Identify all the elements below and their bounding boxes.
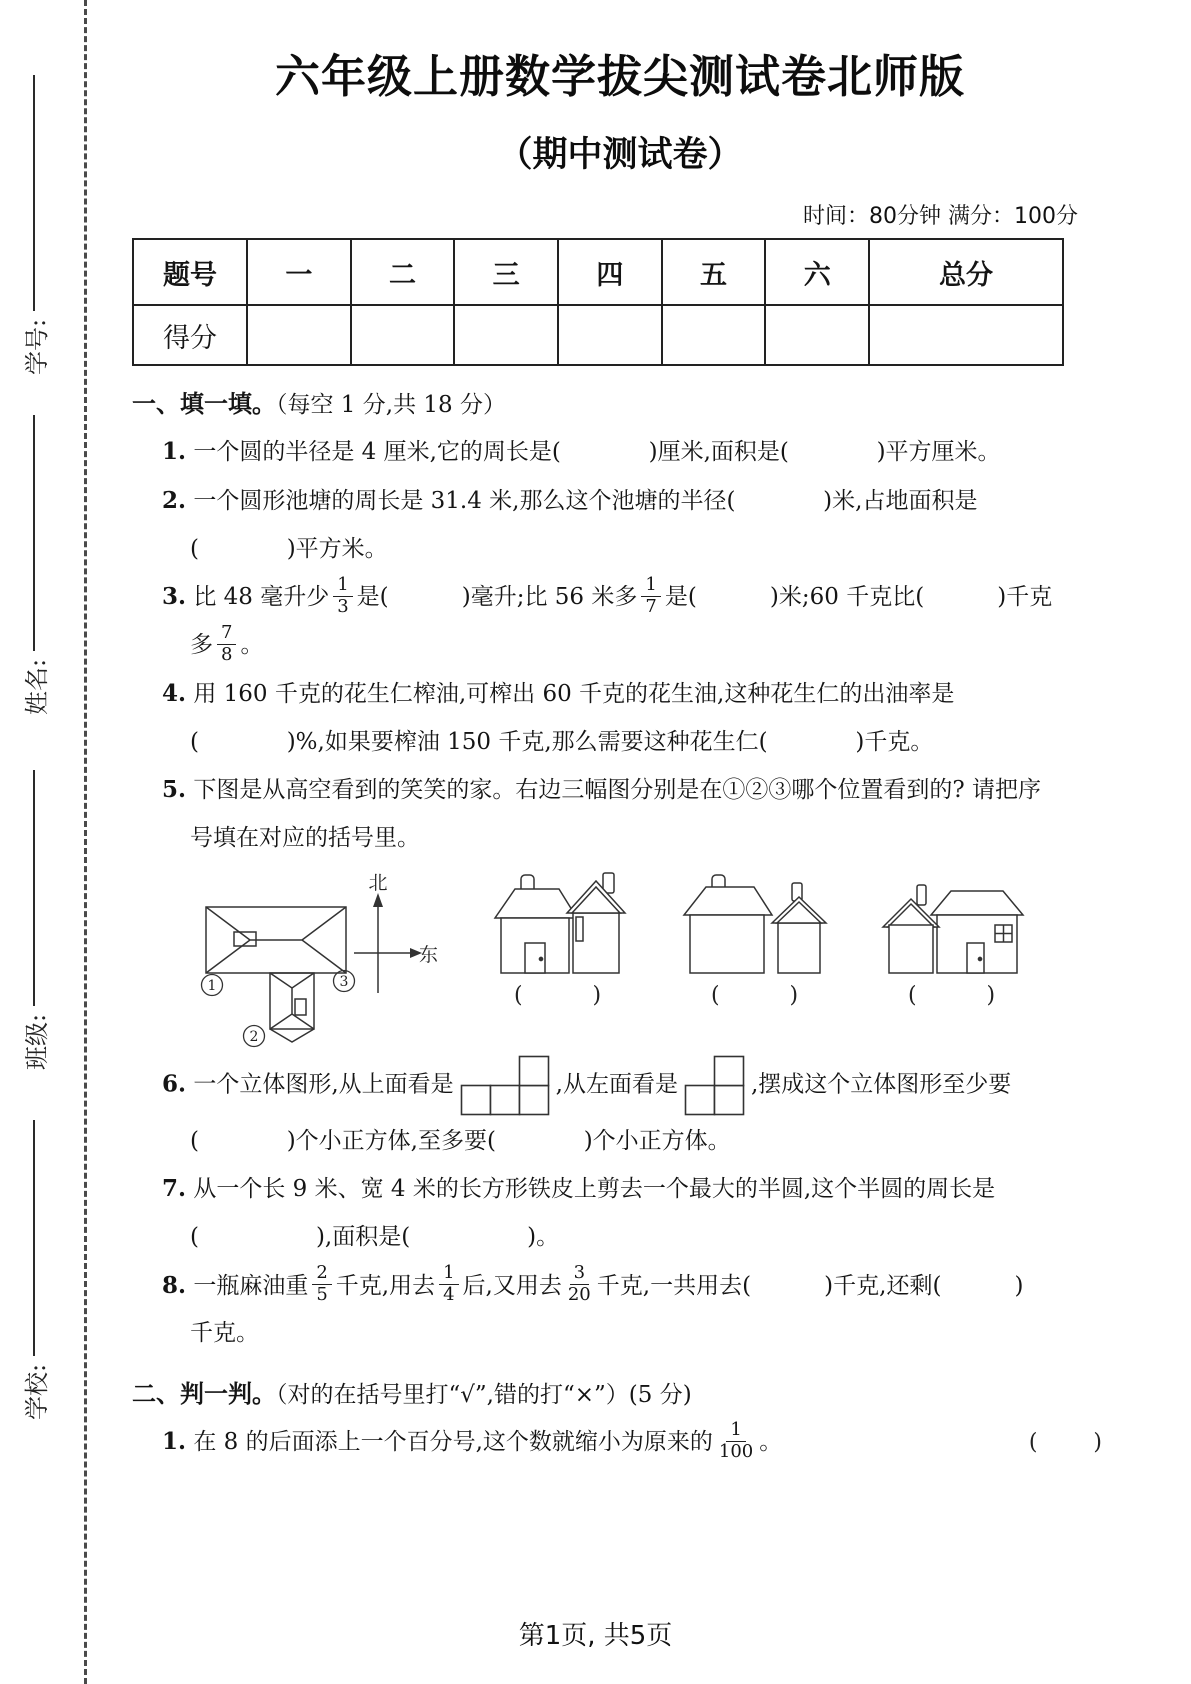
question-8-line-1: 8. 一瓶麻油重 $\frac{2}{5}$ 千克,用去 $\frac{1}{4}$ 后,又用去 $\frac{3}{20}$ 千克,一共用去( )千克,还剩( ) [162,1262,1024,1306]
student-id-label: 学号: [22,318,51,375]
score-cell [247,305,351,365]
score-cell [454,305,558,365]
score-table-header-cell: 题号 [133,239,247,305]
house-figure-2 [682,873,827,977]
fraction: $\frac{1}{4}$ [439,1263,458,1305]
section2-question-1-text: 1. 在 8 的后面添上一个百分号,这个数就缩小为原来的 $\frac{1}{100}$ 。 [162,1419,783,1462]
svg-text:1: 1 [207,977,217,994]
fraction: $\frac{3}{20}$ [567,1262,591,1306]
question-2-line-2: ( )平方米。 [190,535,388,562]
score-cell [351,305,455,365]
school-label: 学校: [22,1363,51,1420]
compass-north-label: 北 [368,871,388,894]
north-arrow-icon [373,893,383,907]
page-footer: 第1页, 共5页 [518,1621,673,1651]
svg-text:2: 2 [249,1028,259,1045]
compass-east-label: 东 [419,943,439,966]
score-cell [662,305,766,365]
answer-blank-3: ( ) [907,982,996,1008]
house-view-2 [682,873,827,1008]
question-7-line-1: 7. 从一个长 9 米、宽 4 米的长方形铁皮上剪去一个最大的半圆,这个半圆的周长是 [162,1175,996,1203]
fraction: $\frac{1}{3}$ [333,575,352,617]
score-table-header-cell: 五 [662,239,766,305]
score-table-header-row [133,239,1063,305]
question-8-line-2: 千克。 [190,1320,259,1347]
class-blank-line [33,770,35,1006]
score-table-header-cell: 三 [454,239,558,305]
position-marker-3 [334,970,355,991]
page-title: 六年级上册数学拔尖测试卷北师版 [274,50,965,103]
question-4-line-1: 4. 用 160 千克的花生仁榨油,可榨出 60 千克的花生油,这种花生仁的出油率是 [162,679,955,707]
question-5-line-1: 5. 下图是从高空看到的笑笑的家。右边三幅图分别是在①②③哪个位置看到的? 请把序 [162,776,1041,804]
question-3-line-2: 多 $\frac{7}{8}$ 。 [190,621,264,665]
position-marker-2 [244,1025,265,1046]
question-2-line-1: 2. 一个圆形池塘的周长是 31.4 米,那么这个池塘的半径( )米,占地面积是 [162,487,978,515]
student-id-field [14,75,54,375]
section2-question-1 [132,1420,1108,1465]
fraction: $\frac{1}{7}$ [641,575,660,617]
house-view-1 [485,873,630,1008]
score-table-header-cell: 一 [247,239,351,305]
class-label: 班级: [22,1013,51,1070]
section-2-heading [132,1372,1108,1416]
student-id-blank-line [33,75,35,311]
question-6-line-2: ( )个小正方体,至多要( )个小正方体。 [190,1127,731,1154]
question-4-line-2: ( )%,如果要榨油 150 千克,那么需要这种花生仁( )千克。 [190,728,934,755]
fraction: $\frac{1}{100}$ [718,1419,754,1462]
section-1-heading [132,382,1108,426]
compass-icon [354,872,438,993]
answer-blank-1: ( ) [513,982,602,1008]
aerial-view-figure [198,871,439,1051]
section-1-heading-note: （每空 1 分,共 18 分） [276,392,506,418]
fraction: $\frac{7}{8}$ [217,623,236,665]
fraction: $\frac{2}{5}$ [312,1263,331,1305]
house-figure-1 [485,873,630,977]
question-5-line-2: 号填在对应的括号里。 [190,824,420,851]
question-1: 1. 一个圆的半径是 4 厘米,它的周长是( )厘米,面积是( )平方厘米。 [162,438,1001,466]
house-view-3 [879,873,1024,1008]
score-table-header-cell: 四 [558,239,662,305]
binding-dashed-line [84,0,87,1684]
score-table [132,238,1064,366]
score-cell [869,305,1063,365]
position-marker-1 [202,974,223,995]
score-cell [765,305,869,365]
section-2-heading-note: （对的在括号里打“√”,错的打“×”）(5 分) [276,1382,692,1409]
section-2-heading-title: 二、判一判。 [132,1379,276,1409]
score-table-header-cell: 二 [351,239,455,305]
student-name-blank-line [33,415,35,651]
score-table-header-cell: 六 [765,239,869,305]
school-field [14,1120,54,1420]
exam-meta: 时间：80分钟 满分：100分 [803,204,1078,229]
svg-text:3: 3 [339,973,349,990]
student-name-label: 姓名: [22,658,51,715]
question-6-line-1: 6. 一个立体图形,从上面看是 ,从左面看是 ,摆成这个立体图形至少要 [132,1055,1108,1116]
question-7-line-2: ( ),面积是( )。 [190,1223,560,1250]
score-row-label: 得分 [133,305,247,365]
score-cell [558,305,662,365]
section-1-heading-title: 一、填一填。 [132,389,276,418]
cube-view-shape [460,1055,550,1116]
q5-figure-row [198,873,1108,1051]
cube-view-shape [684,1055,745,1116]
page-subtitle: （期中测试卷） [497,135,743,175]
section2-question-1-answer-blank: ( ) [1028,1429,1102,1455]
question-3-line-1: 3. 比 48 毫升少 $\frac{1}{3}$ 是( )毫升;比 56 米多 $\frac{1}{7}$ 是( )米;60 千克比( )千克 [162,574,1053,617]
school-blank-line [33,1120,35,1356]
answer-blank-2: ( ) [710,982,799,1008]
exam-content [132,26,1108,1469]
student-name-field [14,415,54,715]
class-field [14,770,54,1070]
house-figure-3 [879,873,1024,977]
score-table-header-cell: 总分 [869,239,1063,305]
score-table-score-row [133,305,1063,365]
